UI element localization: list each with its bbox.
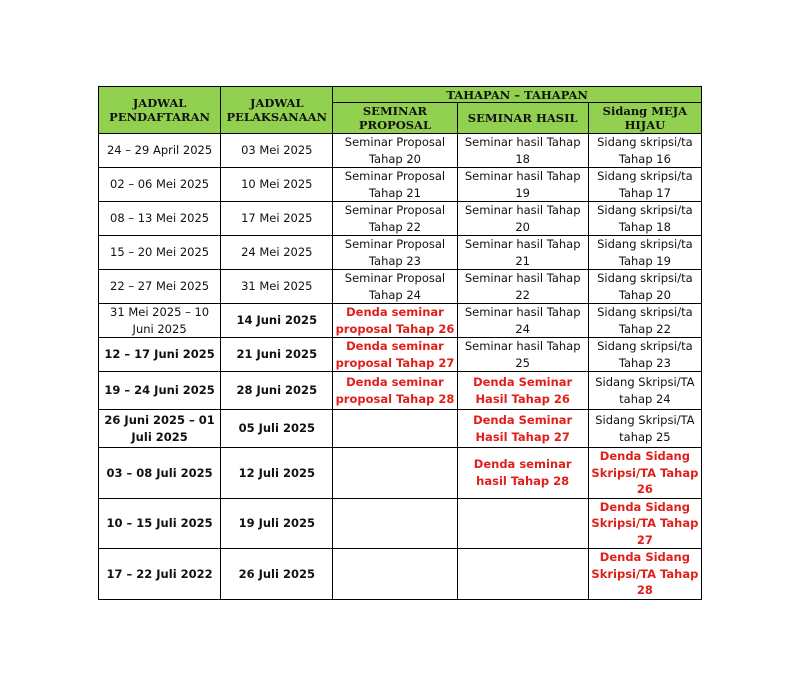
cell-hasil: Seminar hasil Tahap 20 xyxy=(457,202,588,236)
cell-pendaftaran: 26 Juni 2025 – 01 Juli 2025 xyxy=(99,410,221,448)
table-row xyxy=(99,338,702,372)
cell-proposal: Seminar Proposal Tahap 22 xyxy=(333,202,457,236)
cell-pelaksanaan: 28 Juni 2025 xyxy=(221,372,333,410)
cell-proposal xyxy=(333,549,457,600)
cell-proposal: Denda seminar proposal Tahap 28 xyxy=(333,372,457,410)
cell-pelaksanaan: 17 Mei 2025 xyxy=(221,202,333,236)
cell-sidang: Sidang Skripsi/TA tahap 25 xyxy=(588,410,701,448)
cell-pelaksanaan: 10 Mei 2025 xyxy=(221,168,333,202)
header-seminar-proposal: SEMINAR PROPOSAL xyxy=(333,103,457,134)
cell-proposal: Seminar Proposal Tahap 23 xyxy=(333,236,457,270)
cell-proposal: Seminar Proposal Tahap 21 xyxy=(333,168,457,202)
cell-hasil: Seminar hasil Tahap 25 xyxy=(457,338,588,372)
table-row xyxy=(99,304,702,338)
cell-sidang: Sidang skripsi/ta Tahap 17 xyxy=(588,168,701,202)
cell-sidang: Denda Sidang Skripsi/TA Tahap 28 xyxy=(588,549,701,600)
cell-hasil: Seminar hasil Tahap 18 xyxy=(457,134,588,168)
table-row xyxy=(99,410,702,448)
cell-hasil xyxy=(457,549,588,600)
cell-hasil: Denda Seminar Hasil Tahap 26 xyxy=(457,372,588,410)
table-row xyxy=(99,134,702,168)
cell-sidang: Sidang skripsi/ta Tahap 18 xyxy=(588,202,701,236)
cell-pelaksanaan: 03 Mei 2025 xyxy=(221,134,333,168)
table-row xyxy=(99,372,702,410)
cell-pelaksanaan: 12 Juli 2025 xyxy=(221,448,333,499)
cell-sidang: Sidang skripsi/ta Tahap 19 xyxy=(588,236,701,270)
cell-hasil: Denda seminar hasil Tahap 28 xyxy=(457,448,588,499)
cell-proposal: Denda seminar proposal Tahap 27 xyxy=(333,338,457,372)
cell-pelaksanaan: 14 Juni 2025 xyxy=(221,304,333,338)
cell-pendaftaran: 12 – 17 Juni 2025 xyxy=(99,338,221,372)
cell-pelaksanaan: 19 Juli 2025 xyxy=(221,498,333,549)
cell-pendaftaran: 10 – 15 Juli 2025 xyxy=(99,498,221,549)
cell-proposal xyxy=(333,448,457,499)
table-row xyxy=(99,448,702,499)
header-seminar-hasil: SEMINAR HASIL xyxy=(457,103,588,134)
table-row xyxy=(99,236,702,270)
table-row xyxy=(99,202,702,236)
table-row xyxy=(99,168,702,202)
cell-pendaftaran: 19 – 24 Juni 2025 xyxy=(99,372,221,410)
cell-sidang: Sidang skripsi/ta Tahap 16 xyxy=(588,134,701,168)
cell-pelaksanaan: 21 Juni 2025 xyxy=(221,338,333,372)
cell-hasil: Denda Seminar Hasil Tahap 27 xyxy=(457,410,588,448)
schedule-table xyxy=(98,86,702,600)
cell-sidang: Denda Sidang Skripsi/TA Tahap 26 xyxy=(588,448,701,499)
cell-pendaftaran: 03 – 08 Juli 2025 xyxy=(99,448,221,499)
cell-hasil: Seminar hasil Tahap 19 xyxy=(457,168,588,202)
cell-pendaftaran: 17 – 22 Juli 2022 xyxy=(99,549,221,600)
cell-pelaksanaan: 31 Mei 2025 xyxy=(221,270,333,304)
header-sidang-meja-hijau: Sidang MEJA HIJAU xyxy=(588,103,701,134)
cell-sidang: Sidang skripsi/ta Tahap 20 xyxy=(588,270,701,304)
cell-pelaksanaan: 24 Mei 2025 xyxy=(221,236,333,270)
cell-proposal: Seminar Proposal Tahap 24 xyxy=(333,270,457,304)
cell-pelaksanaan: 05 Juli 2025 xyxy=(221,410,333,448)
cell-hasil: Seminar hasil Tahap 21 xyxy=(457,236,588,270)
header-jadwal-pelaksanaan: JADWAL PELAKSANAAN xyxy=(221,87,333,134)
header-jadwal-pendaftaran: JADWAL PENDAFTARAN xyxy=(99,87,221,134)
cell-pendaftaran: 31 Mei 2025 – 10 Juni 2025 xyxy=(99,304,221,338)
cell-sidang: Sidang skripsi/ta Tahap 23 xyxy=(588,338,701,372)
cell-proposal xyxy=(333,498,457,549)
cell-proposal: Denda seminar proposal Tahap 26 xyxy=(333,304,457,338)
cell-pelaksanaan: 26 Juli 2025 xyxy=(221,549,333,600)
cell-hasil: Seminar hasil Tahap 22 xyxy=(457,270,588,304)
schedule-body xyxy=(99,134,702,600)
cell-proposal xyxy=(333,410,457,448)
cell-proposal: Seminar Proposal Tahap 20 xyxy=(333,134,457,168)
cell-sidang: Sidang Skripsi/TA tahap 24 xyxy=(588,372,701,410)
cell-sidang: Denda Sidang Skripsi/TA Tahap 27 xyxy=(588,498,701,549)
header-tahapan: TAHAPAN – TAHAPAN xyxy=(333,87,702,103)
table-row xyxy=(99,498,702,549)
cell-pendaftaran: 08 – 13 Mei 2025 xyxy=(99,202,221,236)
cell-pendaftaran: 15 – 20 Mei 2025 xyxy=(99,236,221,270)
cell-sidang: Sidang skripsi/ta Tahap 22 xyxy=(588,304,701,338)
cell-pendaftaran: 02 – 06 Mei 2025 xyxy=(99,168,221,202)
table-row xyxy=(99,270,702,304)
cell-hasil: Seminar hasil Tahap 24 xyxy=(457,304,588,338)
cell-pendaftaran: 22 – 27 Mei 2025 xyxy=(99,270,221,304)
cell-pendaftaran: 24 – 29 April 2025 xyxy=(99,134,221,168)
table-row xyxy=(99,549,702,600)
cell-hasil xyxy=(457,498,588,549)
